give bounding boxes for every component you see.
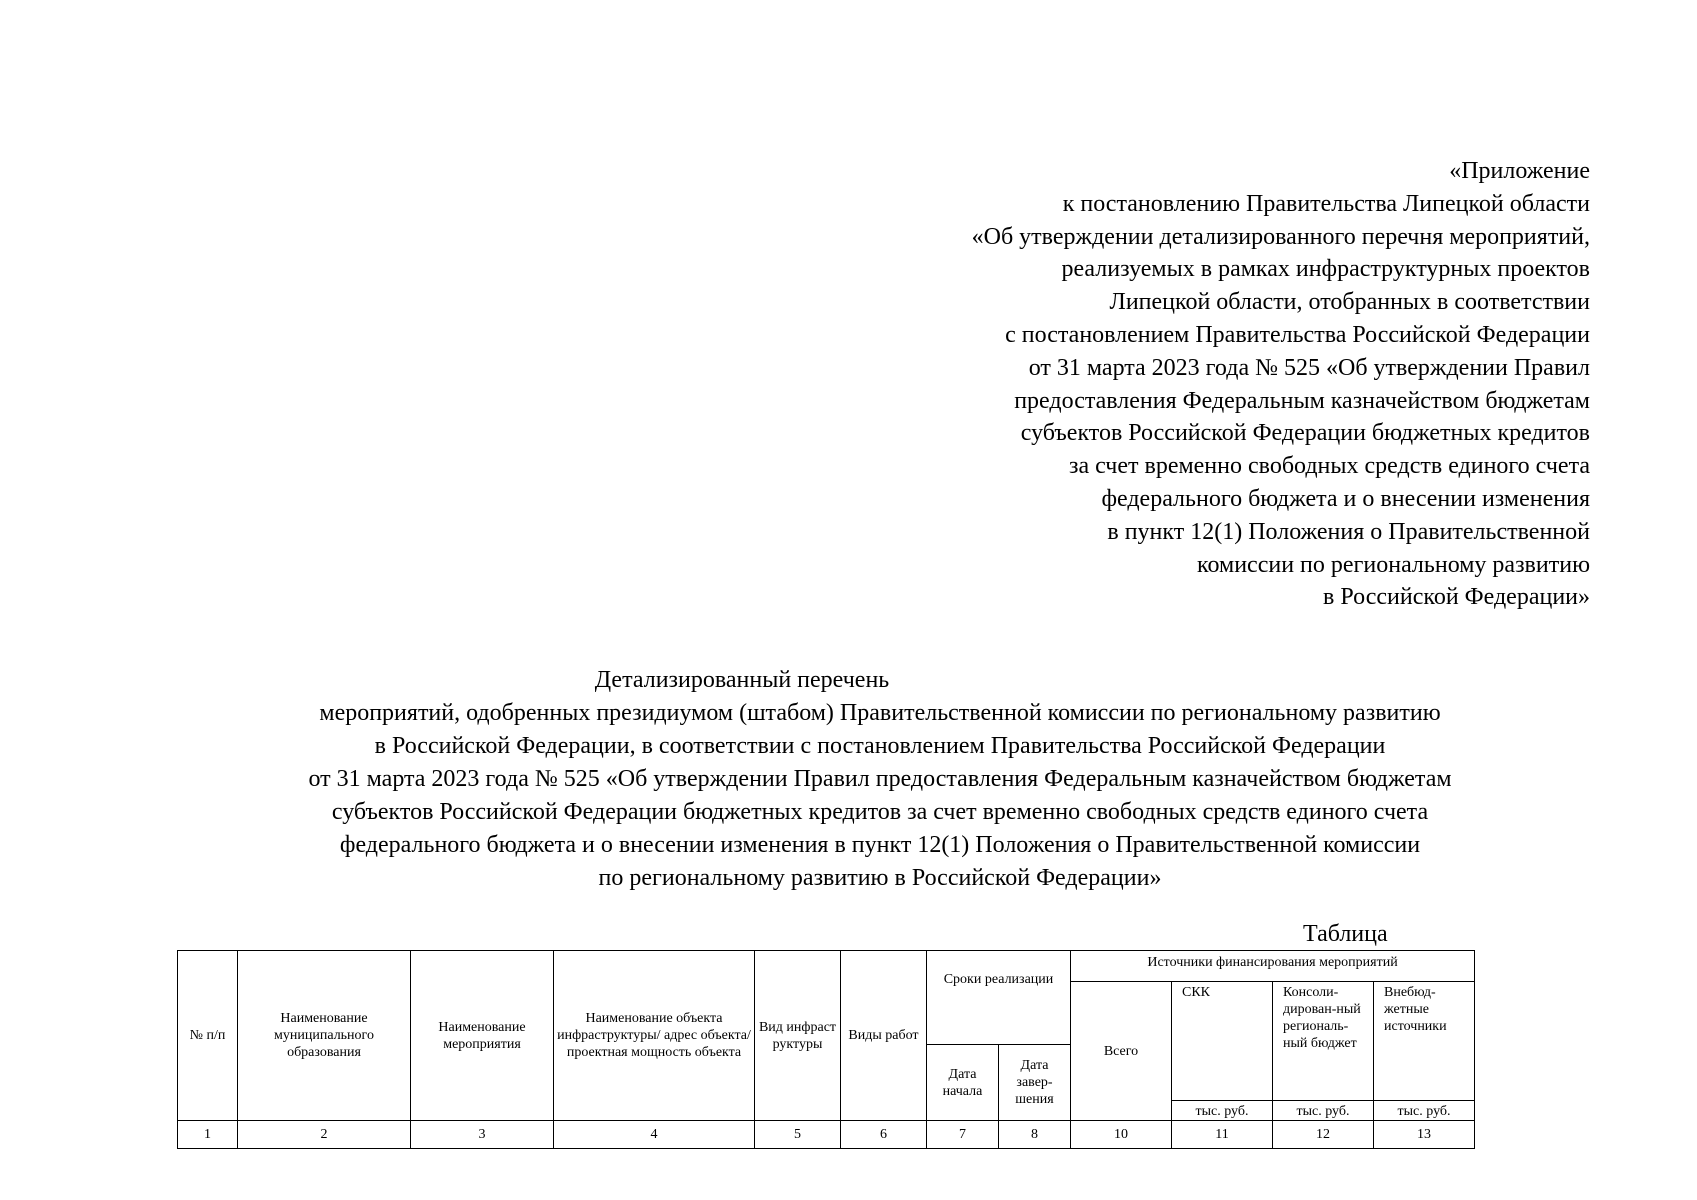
header-infra-type: Вид инфраст руктуры	[755, 951, 841, 1121]
appendix-line: к постановлению Правительства Липецкой области	[1062, 190, 1590, 217]
column-number: 7	[927, 1121, 999, 1149]
header-extrabudget: Внебюд-жетные источники	[1374, 982, 1475, 1101]
appendix-line: комиссии по региональному развитию	[1197, 551, 1590, 578]
events-table	[177, 950, 1475, 1149]
header-municipality: Наименование муниципального образования	[238, 951, 411, 1121]
appendix-line: за счет временно свободных средств единого счета	[1068, 453, 1590, 480]
appendix-line: «Об утверждении детализированного перечня мероприятий,	[971, 223, 1590, 250]
document-heading	[160, 664, 1600, 895]
heading-line: федерального бюджета и о внесении изменения в пункт 12(1) Положения о Правительственной комиссии	[339, 832, 1421, 858]
header-unit-consolidated: тыс. руб.	[1273, 1101, 1374, 1121]
column-number: 4	[554, 1121, 755, 1149]
appendix-line: в Российской Федерации»	[1323, 584, 1590, 611]
column-number: 5	[755, 1121, 841, 1149]
header-consolidated: Консоли-дирован-ный региональ-ный бюджет	[1273, 982, 1374, 1101]
appendix-line: субъектов Российской Федерации бюджетных кредитов	[1020, 420, 1590, 447]
header-object: Наименование объекта инфраструктуры/ адрес объекта/ проектная мощность объекта	[554, 951, 755, 1121]
appendix-line: реализуемых в рамках инфраструктурных проектов	[1061, 256, 1590, 283]
header-skk: СКК	[1172, 982, 1273, 1101]
column-number: 6	[841, 1121, 927, 1149]
column-number: 2	[238, 1121, 411, 1149]
column-numbers-row	[178, 1121, 1475, 1149]
appendix-line: предоставления Федеральным казначейством бюджетам	[1014, 387, 1590, 414]
header-start-date: Дата начала	[927, 1045, 999, 1121]
appendix-line: «Приложение	[1449, 158, 1590, 184]
heading-line: по региональному развитию в Российской Федерации»	[598, 865, 1162, 891]
appendix-block	[690, 155, 1590, 614]
heading-line: в Российской Федерации, в соответствии с постановлением Правительства Российской Федерации	[374, 733, 1386, 759]
column-number: 11	[1172, 1121, 1273, 1149]
header-num: № п/п	[178, 951, 238, 1121]
header-financing: Источники финансирования мероприятий	[1071, 951, 1475, 982]
appendix-line: Липецкой области, отобранных в соответствии	[1109, 289, 1590, 316]
appendix-line: в пункт 12(1) Положения о Правительственной	[1107, 518, 1590, 545]
column-number: 13	[1374, 1121, 1475, 1149]
column-number: 1	[178, 1121, 238, 1149]
header-unit-skk: тыс. руб.	[1172, 1101, 1273, 1121]
column-number: 12	[1273, 1121, 1374, 1149]
header-terms: Сроки реализации	[927, 951, 1071, 1045]
table-caption: Таблица	[1303, 921, 1388, 947]
column-number: 3	[411, 1121, 554, 1149]
header-work-types: Виды работ	[841, 951, 927, 1121]
heading-line: субъектов Российской Федерации бюджетных кредитов за счет временно свободных средств единого счета	[331, 799, 1429, 825]
header-unit-extrabudget: тыс. руб.	[1374, 1101, 1475, 1121]
document-title: Детализированный перечень	[594, 667, 890, 693]
appendix-line: федерального бюджета и о внесении изменения	[1101, 485, 1590, 512]
heading-line: мероприятий, одобренных президиумом (штабом) Правительственной комиссии по региональному развитию	[319, 700, 1441, 726]
column-number: 8	[999, 1121, 1071, 1149]
column-number: 10	[1071, 1121, 1172, 1149]
header-end-date: Дата завер-шения	[999, 1045, 1071, 1121]
header-event: Наименование мероприятия	[411, 951, 554, 1121]
appendix-line: с постановлением Правительства Российской Федерации	[1005, 321, 1590, 348]
header-total: Всего	[1071, 982, 1172, 1121]
appendix-line: от 31 марта 2023 года № 525 «Об утверждении Правил	[1028, 354, 1590, 381]
heading-line: от 31 марта 2023 года № 525 «Об утверждении Правил предоставления Федеральным казначейством бюджетам	[308, 766, 1452, 792]
